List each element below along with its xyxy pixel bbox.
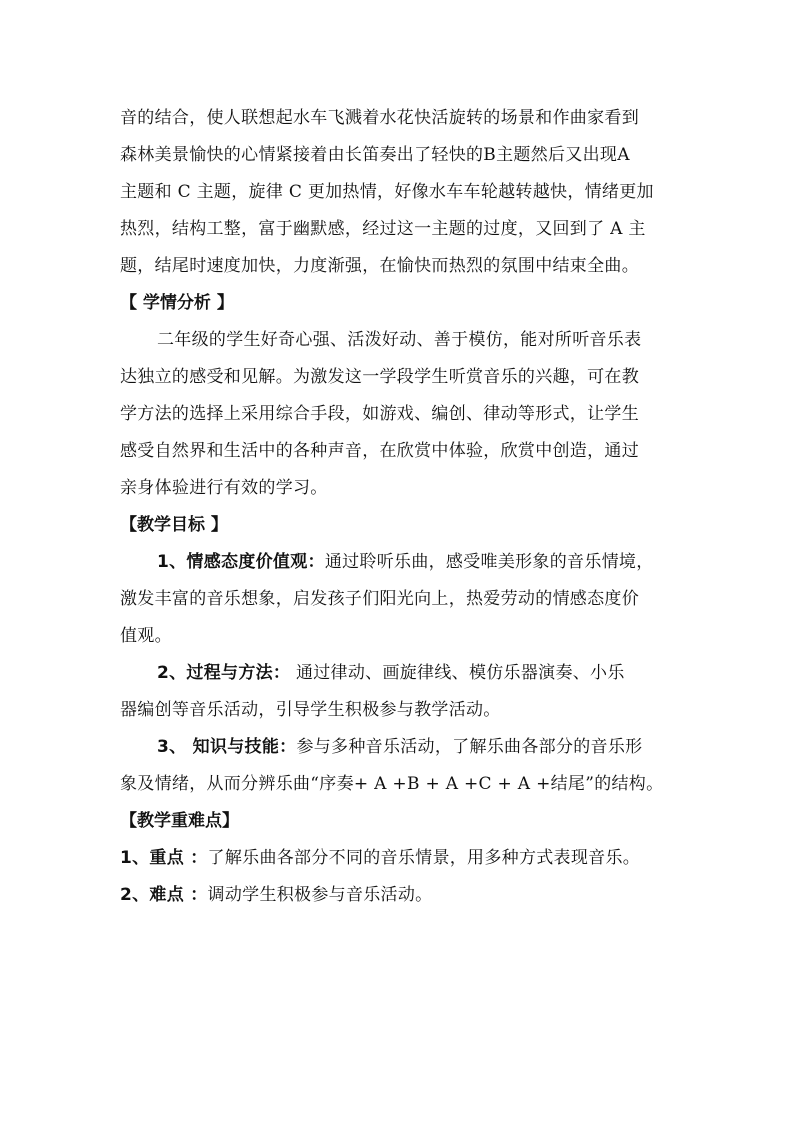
student-analysis-line-4: 感受自然界和生活中的各种声音，在欣赏中体验，欣赏中创造，通过	[120, 441, 639, 461]
objective-item-3	[120, 729, 680, 803]
difficulty-label: 2、难点 ：	[120, 885, 208, 905]
student-analysis-line-2: 达独立的感受和见解。为激发这一学段学生听赏音乐的兴趣，可在教	[120, 367, 639, 387]
objective-1-label: 1、情感态度价值观：	[157, 552, 325, 572]
intro-line-4: 热烈，结构工整，富于幽默感，经过这一主题的过度，又回到了 A 主	[120, 219, 646, 239]
objective-3-line-2: 象及情绪，从而分辨乐曲“序奏+ A +B + A +C + A +结尾”的结构。	[120, 774, 664, 794]
objective-2-label: 2、过程与方法：	[157, 663, 291, 683]
objective-3-label: 3、 知识与技能：	[157, 737, 297, 757]
key-point-label: 1、重点 ：	[120, 848, 208, 868]
intro-line-3: 主题和 C 主题，旋律 C 更加热情，好像水车车轮越转越快，情绪更加	[120, 182, 654, 202]
key-points-heading: 【教学重难点】	[120, 811, 239, 831]
student-analysis-paragraph	[120, 322, 680, 507]
difficulty-text: 调动学生积极参与音乐活动。	[207, 885, 433, 905]
objective-1-line-1	[120, 544, 680, 581]
difficulty-line	[120, 877, 680, 914]
key-point-text: 了解乐曲各部分不同的音乐情景，用多种方式表现音乐。	[207, 848, 641, 868]
student-analysis-line-5: 亲身体验进行有效的学习。	[120, 478, 328, 498]
objective-1-line-3: 值观。	[120, 626, 172, 646]
document-page	[120, 100, 680, 914]
student-analysis-line-1: 二年级的学生好奇心强、活泼好动、善于模仿，能对所听音乐表	[157, 330, 642, 350]
objective-item-2	[120, 655, 680, 729]
objective-3-line-1	[120, 729, 680, 766]
intro-line-2: 森林美景愉快的心情紧接着由长笛奏出了轻快的B主题然后又出现A	[120, 145, 630, 165]
objective-2-text: 通过律动、画旋律线、模仿乐器演奏、小乐	[295, 663, 625, 683]
objective-2-line-2: 器编创等音乐活动，引导学生积极参与教学活动。	[120, 700, 501, 720]
objective-3-text: 参与多种音乐活动，了解乐曲各部分的音乐形	[296, 737, 643, 757]
intro-paragraph	[120, 100, 680, 285]
student-analysis-line-3: 学方法的选择上采用综合手段，如游戏、编创、律动等形式，让学生	[120, 404, 639, 424]
intro-line-5: 题，结尾时速度加快，力度渐强，在愉快而热烈的氛围中结束全曲。	[120, 256, 639, 276]
student-analysis-heading: 【 学情分析 】	[120, 293, 234, 313]
objective-1-line-2: 激发丰富的音乐想象，启发孩子们阳光向上，热爱劳动的情感态度价	[120, 589, 639, 609]
intro-line-1: 音的结合，使人联想起水车飞溅着水花快活旋转的场景和作曲家看到	[120, 108, 639, 128]
objective-1-text: 通过聆听乐曲，感受唯美形象的音乐情境，	[324, 552, 654, 572]
key-point-line	[120, 840, 680, 877]
objectives-heading: 【教学目标 】	[120, 515, 228, 535]
objective-2-line-1	[120, 655, 680, 692]
objective-item-1	[120, 544, 680, 655]
